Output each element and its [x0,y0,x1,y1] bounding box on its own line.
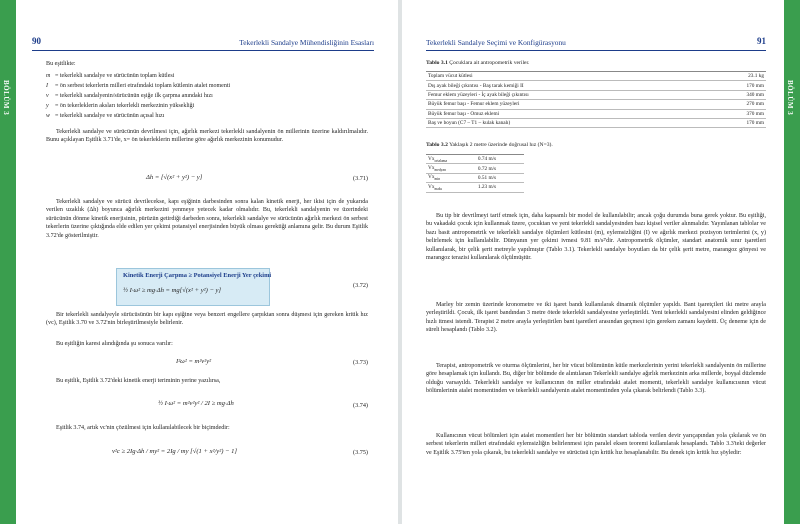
paragraph: Tekerlekli sandalye ve sürücünün devrilmesi için, ağırlık merkezi tekerlekli sandalyenin ön millerinin üzerine kaldırılmalıdır. Bunu açıklayan Eşitlik 3.71'de, x= ön tekerleklerin millerine göre ağırlık merkezinin konumudur. [46,129,368,144]
paragraph: Bu eşitliğin karesi alındığında şu sonuca varılır: [56,341,173,347]
right-page [402,0,800,524]
table-row: $Vx_{medyan}$ 0.72 m/s [426,164,524,173]
energy-relation: Kinetik Enerji Çarpma ≥ Potansiyel Enerji Yer çekimi [123,272,272,279]
equation-number: (3.71) [353,175,368,182]
table-row: Dış ayak bileği çıkıntısı - Baş tarak kemiği II 170 mm [428,82,764,89]
paragraph: Bu eşitlik, Eşitlik 3.72'deki kinetik enerji teriminin yerine yazılırsa, [56,378,221,384]
left-page [0,0,398,524]
paragraph: Terapist, antropometrik ve oturma ölçümlerini, her bir vücut bölümünün kütle merkezlerinin yerini tekerlekli sandalyenin ön millerine göre hesaplamak için kullandı. Bu, diğer bir bölümde de alıntılanan Tekerlekli sandalye ağırlık merkezinin arka millerde, boyşal düzlemde olduğu varsayıldı. Tekerlekli sandalye ve kullanıcının ön miller etrafındaki atalet momenti, tekerlekli sandalye kullanıcısının vücut bölümlerinin atalet momentinden ve tekerlekli sandalyenin atalet momentinden yola çıkarak belirlendi (Tablo 3.3). [426,363,766,395]
page-header-left [32,36,374,51]
paragraph: Eşitlik 3.74, artık vc'nin çözülmesi için kullanılabilecek bir biçimdedir: [56,425,230,431]
equation-number: (3.75) [353,449,368,456]
running-title-left: Tekerlekli Sandalye Mühendisliğinin Esasları [239,38,374,47]
equation-3-72: ½ I·ω² ≥ mg·Δh = mg[√(x² + y²) − y] [123,287,222,294]
var-item: v = tekerlekli sandalyenin/sürücünün eşiğe ilk çarpma anındaki hızı [46,93,213,99]
table-row: Büyük femur başı - Femur eklem yüzeyleri 270 mm [428,101,764,108]
page-header-right [426,36,766,51]
intro-text: Bu eşitlikte: [46,61,76,67]
var-item: I = ön serbest tekerlerin milleri etrafındaki toplam kütlenin atalet momenti [46,83,231,89]
table-row: $Vx_{maks}$ 1.23 m/s [426,183,524,192]
chapter-tab-left: BÖLÜM 3 [0,0,16,524]
var-item: m = tekerlekli sandalye ve sürücünün toplam kütlesi [46,73,175,79]
paragraph: Bu tip bir devrilmeyi tarif etmek için, daha kapsamlı bir model de kullanılabilir; ancak çoğu durumda buna gerek yoktur. Bu eşitliği, bu vakadaki çocuk için kullanmak üzere, çocuktan ve yeni tekerlekli sandalyesinden bazı kişisel veriler alınmalıdır. Yayınlanan tablolar ve bazı basit antropometrik ve tekerlekli sandalye ölçümleri kütlesini (m), eylemsizliğini (I) ve ağırlık merkezi pozisyon terimlerini (x, y) belirlemek için kullanılabilir. Dünyanın yer çekimi ivmesi 9.81 m/s²'dir. Antropometrik ölçümler, standart anatomik sınır işaretleri kullanılarak, bir çelik şerit metreyle yapılmıştır (Tablo 3.1). Tekerlekli sandalye boyutları da bir çelik şerit metre, marangoz gönyesi ve marangoz terazisi kullanılarak ölçülmüştür. [426,213,766,262]
var-item: y = ön tekerleklerin aksları tekerlekli merkezinin yüksekliği [46,103,195,109]
table-row: $Vx_{min}$ 0.51 m/s [426,173,524,182]
equation-number: (3.74) [353,402,368,409]
equation-3-73: I²ω² = m²v²y² [176,358,212,365]
page-number-left: 90 [32,36,41,46]
running-title-right: Tekerlekli Sandalye Seçimi ve Konfigürasyonu [426,38,566,47]
equation-3-74: ½ I·ω² = m²v²y² / 2I ≥ mg·Δh [158,400,234,407]
equation-3-71: Δh = [√(x² + y²) − y] [146,174,203,181]
page-number-right: 91 [757,36,766,46]
chapter-tab-right: BÖLÜM 3 [784,0,800,524]
equation-number: (3.72) [353,282,368,289]
table-row: Femur eklem yüzeyleri - İç ayak bileği çıkıntısı 340 mm [428,91,764,98]
paragraph: Bir tekerlekli sandalyeyle sürücüsünün bir kapı eşiğine veya benzeri engellere çarpıktan sonra düşmesi için gereken kritik hız (vc), Eşitlik 3.70 ve 3.72'nin birleştirilmesiyle belirlenir. [46,312,368,327]
table-row: $Vx_{ortalama}$ 0.74 m/s [426,155,524,164]
equation-box-3-72 [116,268,270,306]
paragraph: Kullanıcının vücut bölümleri için atalet momentleri her bir bölümün standart tabloda verilen devir yarıçapından yola çıkılarak ve ön serbest tekerlerin milleri etrafındaki eylemsizliğin belirlenmesi için paralel eksen teoremi kullanılarak hesaplandı. Tablo 3.3'teki değerler ve Eşitlik 3.75'ten yola çıkarak, bu tekerlekli sandalye ve sürücüsü için kritik hız hesaplanabilir. Bu denek için kritik hız şöyledir: [426,433,766,456]
table-row: Toplam vücut kütlesi 23.1 kg [428,73,764,80]
paragraph: Marley bir zemin üzerinde kronometre ve iki işaret bandı kullanılarak dinamik ölçümler yapıldı. Bant işaretçileri iki metre arayla yerleştirildi. Çocuk, ilk işaret bandından 3 metre ötede tekerlekli sandalyesine yerleştirildi. Yeni tekerlekli sandalyesini elinden geldiğince hızlı itmesi istendi. Terapist 2 metre arayla yerleştirilen bant işaretleri arasından geçmesi için gereken zamanı kaydetti. Üç deneme için de süreli hesaplandı (Tablo 3.2). [426,302,766,334]
var-item: w = tekerlekli sandalye ve sürücünün açısal hızı [46,113,165,119]
paragraph: Tekerlekli sandalye ve sürücü devrilecekse, kapı eşiğinin darbesinden sonra kalan kinetik enerji, her ikisi için de yukarıda verilen uzaklık (Δh) boyunca ağırlık merkezini yenmeye yetecek kadar olmalıdır. Bu, tekerlekli sandalyenin ve üzerindeki sürücünün dönme kinetik enerjisinin, pürüzün getirdiği darbeden sonra, tekerlekli sandalye ve sürücünün ağırlık merkezi ön serbest tekerlerin üzerine çıktığında elde edilen yer çekimi potansiyel enerjisinden büyük olması gerektiği anlamına gelir. Bu durum Eşitlik 3.72'de gösterilmiştir. [46,199,368,239]
table-3-1-caption: Tablo 3.1 Çocuklara ait antropometrik veriler. [426,60,530,66]
table-row: Büyük femur başı - Omuz eklemi 370 mm [428,110,764,117]
table-row: Baş ve boyun (C7 – T1 – kulak kanalı) 170 mm [428,120,764,127]
equation-number: (3.73) [353,359,368,366]
table-3-1 [426,71,766,128]
table-3-2-caption: Tablo 3.2 Yaklaşık 2 metre üzerinde doğrusal hız (N=3). [426,142,553,148]
table-3-2 [426,154,524,193]
equation-3-75: v²c ≥ 2Ig·Δh / my² = 2Ig / my [√(1 + x²/y²) − 1] [112,448,238,455]
